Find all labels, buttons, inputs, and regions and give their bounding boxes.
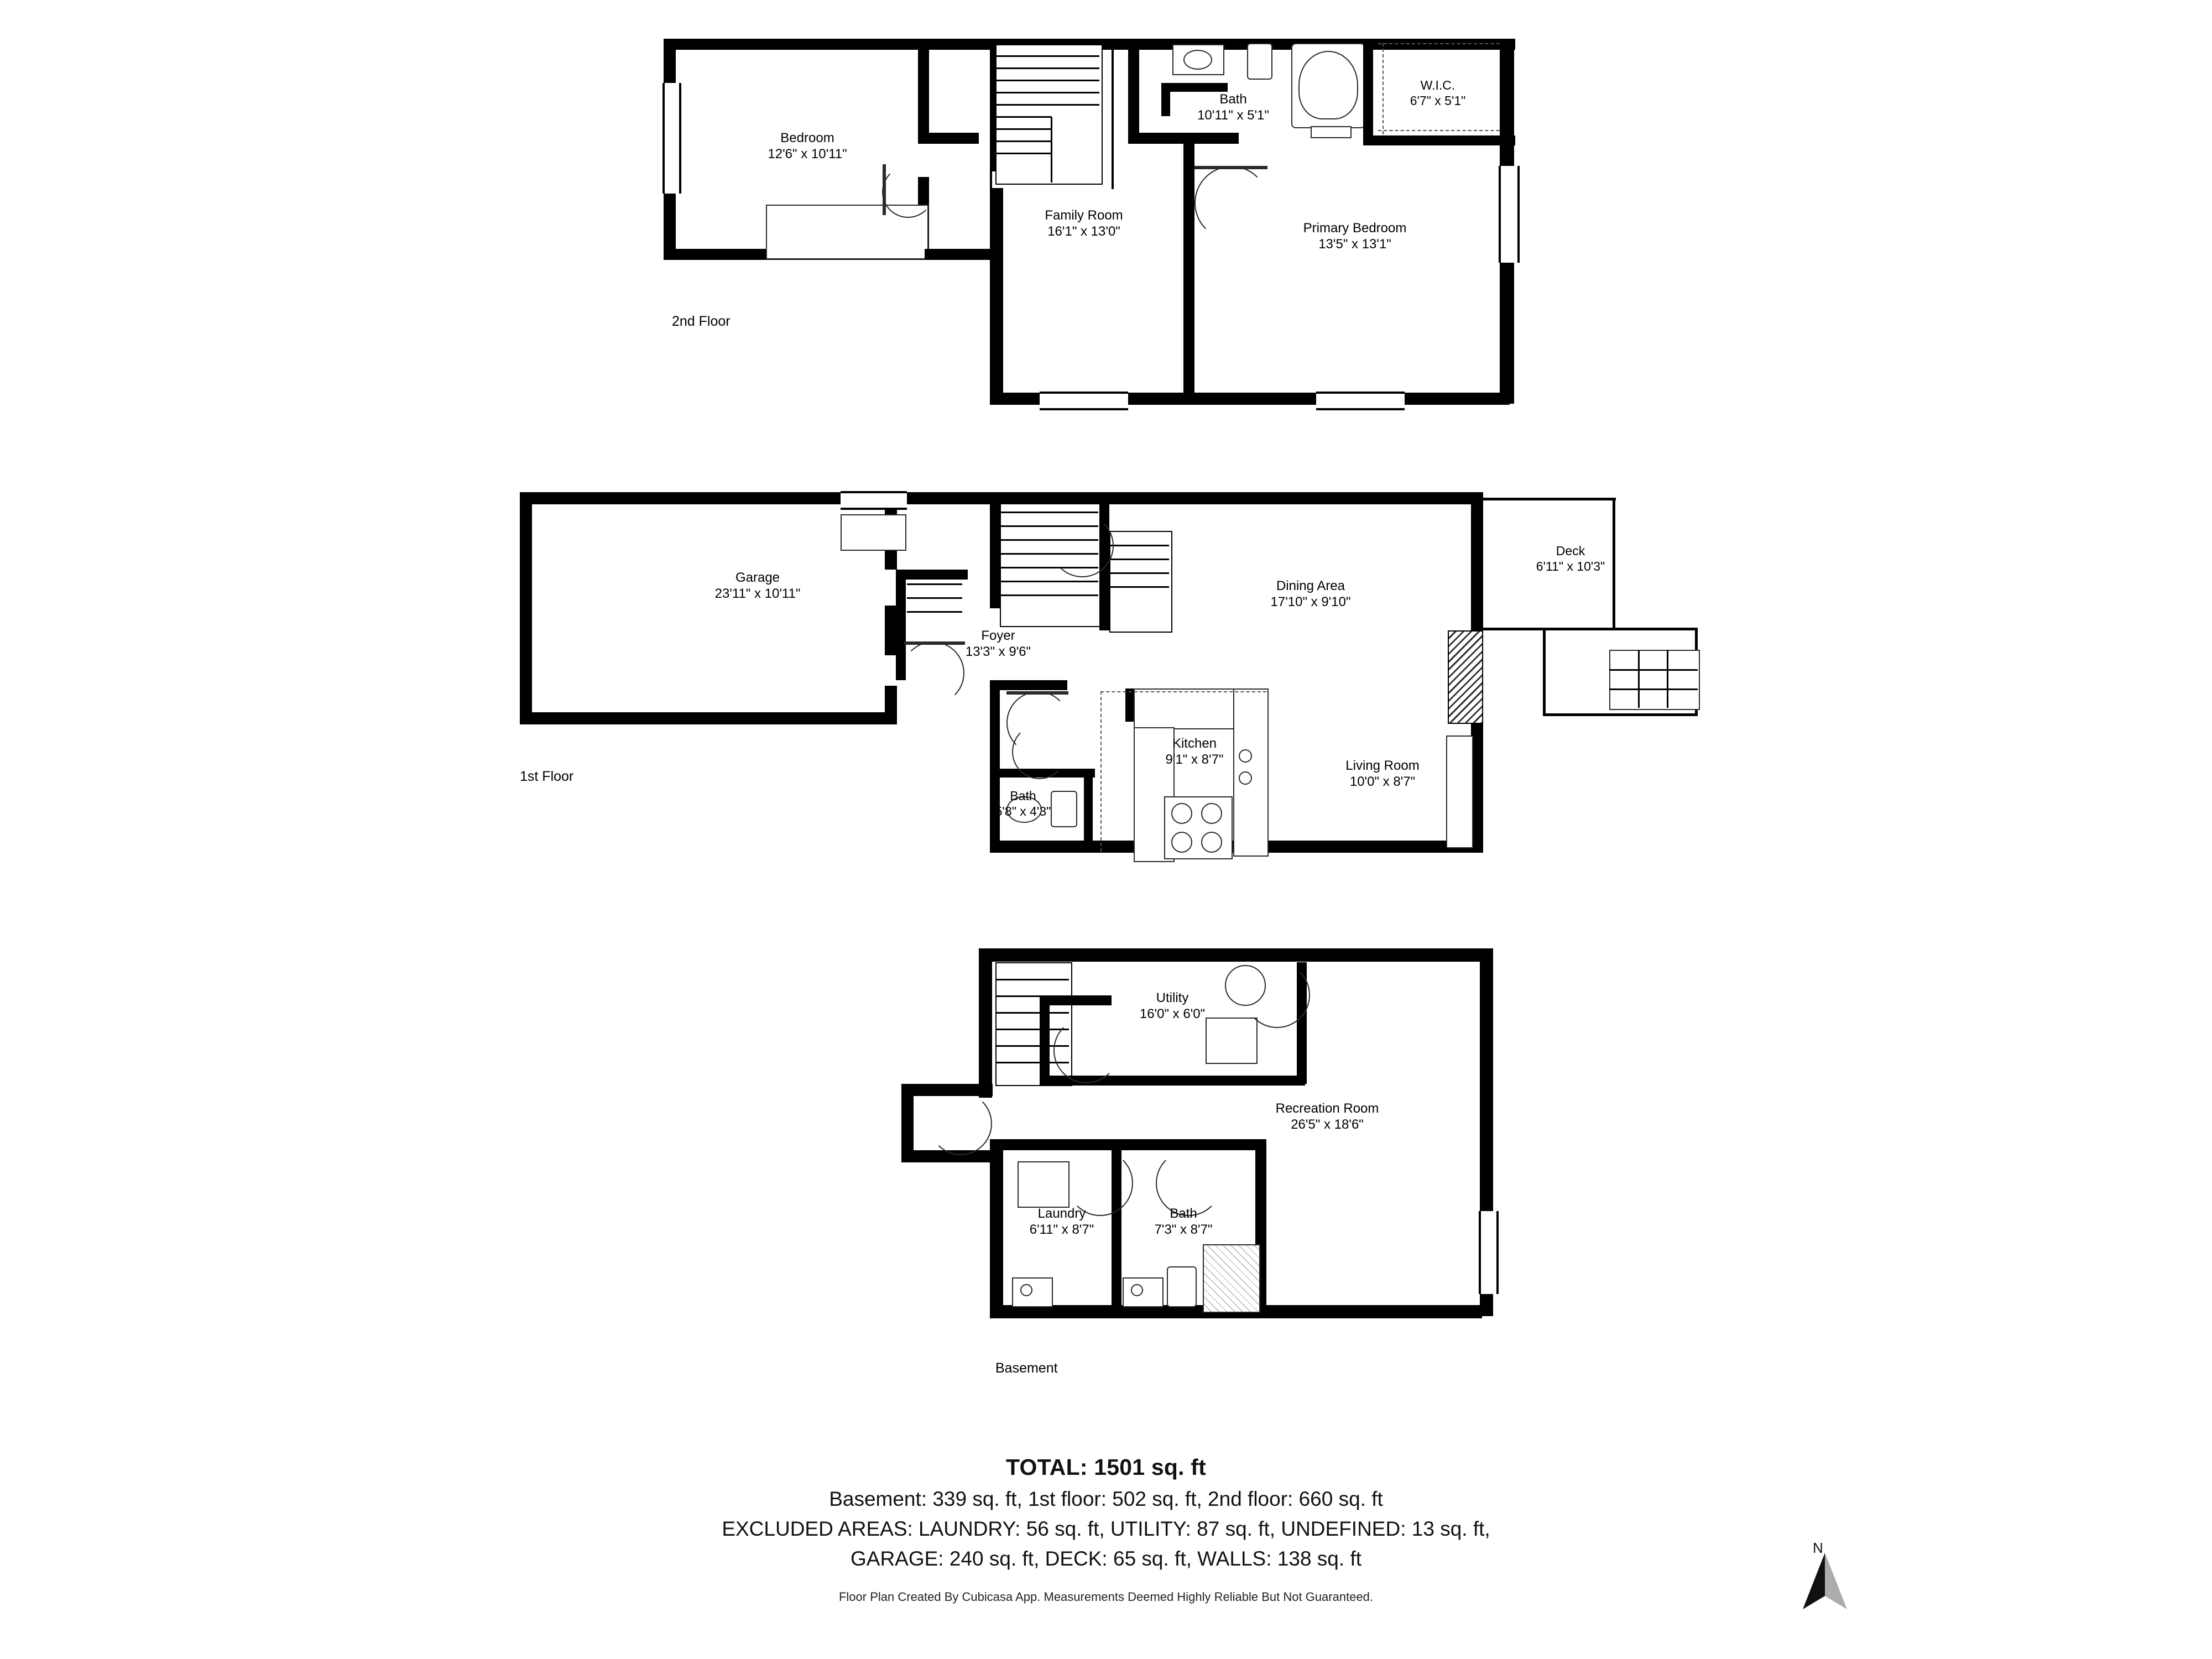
- deck-rail: [1543, 628, 1546, 716]
- stair-step: [1110, 572, 1169, 574]
- sliding-door: [1448, 630, 1483, 724]
- toilet-icon: [1167, 1266, 1197, 1307]
- burner-icon: [1201, 832, 1222, 853]
- stair-step: [1001, 581, 1098, 582]
- stair-step: [1609, 688, 1698, 690]
- stair-step: [997, 1029, 1069, 1030]
- burner-icon: [1201, 803, 1222, 824]
- garage-window-sill: [841, 514, 906, 551]
- excluded-areas-line1: EXCLUDED AREAS: LAUNDRY: 56 sq. ft, UTILITY: 87 sq. ft, UNDEFINED: 13 sq. ft,: [722, 1517, 1490, 1540]
- stair-step: [1638, 650, 1640, 708]
- wall: [520, 492, 532, 724]
- stair-edge: [1051, 117, 1052, 182]
- window: [1040, 392, 1128, 410]
- door-leaf: [1194, 166, 1267, 169]
- staircase: [995, 44, 1103, 185]
- burner-icon: [1171, 832, 1192, 853]
- stair-step: [997, 92, 1099, 93]
- deck-rail: [1615, 628, 1698, 630]
- knob-icon: [1131, 1284, 1143, 1296]
- footer-credit: Floor Plan Created By Cubicasa App. Measurements Deemed Highly Reliable But Not Guaranteed.: [838, 1590, 1374, 1604]
- burner-icon: [1171, 803, 1192, 824]
- wall: [1001, 1139, 1266, 1150]
- stair-step: [1110, 545, 1169, 546]
- wall: [901, 1084, 914, 1161]
- stair-step: [1001, 594, 1098, 596]
- room-label-garage: Garage 23'11" x 10'11": [714, 570, 801, 602]
- stair-step: [907, 597, 962, 599]
- area-breakdown: Basement: 339 sq. ft, 1st floor: 502 sq. ft, 2nd floor: 660 sq. ft: [829, 1488, 1383, 1510]
- wall: [918, 133, 979, 144]
- stair-step: [1110, 559, 1169, 560]
- stair-step: [997, 1012, 1069, 1014]
- room-label-utility: Utility 16'0" x 6'0": [1139, 990, 1206, 1022]
- wall: [990, 680, 1067, 690]
- deck-rail: [1483, 628, 1616, 630]
- wall: [1128, 133, 1239, 144]
- wall: [979, 948, 1493, 962]
- floor-label-first: 1st Floor: [520, 769, 574, 784]
- stair-step: [997, 55, 1099, 57]
- room-label-bath-1st: Bath 5'8" x 4'3": [995, 789, 1051, 819]
- room-label-family-room: Family Room 16'1" x 13'0": [1045, 208, 1123, 239]
- excluded-areas-line2: GARAGE: 240 sq. ft, DECK: 65 sq. ft, WALLS: 138 sq. ft: [850, 1547, 1362, 1570]
- wall: [520, 712, 896, 724]
- stair-step: [1001, 512, 1098, 513]
- stair-step: [997, 140, 1052, 142]
- stair-step: [997, 116, 1052, 118]
- floor-label-basement: Basement: [995, 1360, 1058, 1376]
- wall: [1500, 254, 1514, 404]
- stair-edge: [990, 40, 992, 189]
- wall: [1040, 995, 1050, 1084]
- wall: [925, 249, 1002, 260]
- room-label-deck: Deck 6'11" x 10'3": [1536, 544, 1605, 574]
- wall: [1183, 243, 1194, 404]
- window: [1316, 392, 1405, 410]
- wall: [896, 570, 968, 580]
- window: [1499, 166, 1520, 263]
- counter: [1233, 688, 1269, 857]
- room-label-bath-basement: Bath 7'3" x 8'7": [1154, 1206, 1213, 1238]
- wall: [979, 948, 992, 1098]
- wall: [990, 680, 1000, 853]
- stair-step: [997, 104, 1099, 106]
- cabinet-line: [1100, 691, 1102, 852]
- stair-step: [907, 583, 962, 585]
- stair-step: [1667, 650, 1668, 708]
- wall: [1161, 83, 1228, 92]
- wall: [979, 1084, 992, 1098]
- shower-icon: [1203, 1244, 1260, 1313]
- stair-edge: [1112, 40, 1114, 189]
- room-label-primary-bedroom: Primary Bedroom 13'5" x 13'1": [1303, 221, 1407, 252]
- stair-step: [997, 67, 1099, 69]
- door-swing: [1012, 724, 1067, 779]
- window: [841, 491, 907, 510]
- knob-icon: [1020, 1284, 1032, 1296]
- sink-icon: [1183, 50, 1212, 70]
- dryer-icon: [1123, 1277, 1164, 1307]
- stair-step: [997, 153, 1052, 154]
- room-label-kitchen: Kitchen 9'1" x 8'7": [1165, 736, 1224, 768]
- tub-apron: [1311, 126, 1352, 138]
- window: [1479, 1211, 1499, 1294]
- appliance: [1018, 1161, 1070, 1208]
- room-label-recreation-room: Recreation Room 26'5" x 18'6": [1275, 1101, 1379, 1133]
- door-swing: [1053, 1018, 1119, 1083]
- closet: [1446, 735, 1473, 848]
- deck-rail: [1483, 498, 1616, 500]
- closet-shelf: [1378, 43, 1511, 44]
- utility-equipment: [1206, 1018, 1258, 1064]
- stair-step: [997, 80, 1099, 81]
- stair-step: [997, 128, 1052, 130]
- door-swing: [882, 166, 934, 218]
- wall: [520, 492, 995, 504]
- room-label-wic: W.I.C. 6'7" x 5'1": [1410, 78, 1466, 108]
- door-leaf: [883, 164, 886, 215]
- window: [662, 83, 681, 194]
- door-swing: [1051, 514, 1114, 577]
- total-area: TOTAL: 1501 sq. ft: [1005, 1454, 1207, 1480]
- stair-step: [997, 979, 1069, 980]
- deck-rail: [1543, 713, 1698, 716]
- door-swing: [929, 1092, 992, 1155]
- door-leaf: [1006, 691, 1068, 695]
- compass-rose: [1770, 1540, 1869, 1631]
- stair-step: [1110, 586, 1169, 588]
- wall: [990, 249, 1003, 404]
- stair-step: [1609, 669, 1698, 671]
- stair-step: [907, 611, 962, 613]
- room-label-foyer: Foyer 13'3" x 9'6": [965, 628, 1031, 660]
- wall: [1125, 688, 1134, 722]
- room-label-living-room: Living Room 10'0" x 8'7": [1345, 758, 1420, 790]
- toilet-icon: [1247, 43, 1272, 80]
- wall: [918, 39, 929, 144]
- washer-icon: [1012, 1277, 1053, 1307]
- wall: [990, 492, 1000, 608]
- wall: [990, 492, 1482, 504]
- room-label-laundry: Laundry 6'11" x 8'7": [1029, 1206, 1094, 1238]
- room-label-bath: Bath 10'11" x 5'1": [1197, 92, 1269, 123]
- floor-label-second: 2nd Floor: [672, 314, 731, 329]
- wall: [1363, 135, 1515, 145]
- room-label-bedroom: Bedroom 12'6" x 10'11": [768, 131, 847, 162]
- compass-north-label: N: [1813, 1540, 1823, 1556]
- deck-stairs: [1609, 650, 1700, 710]
- closet-shelf: [1378, 130, 1511, 131]
- wall: [885, 686, 897, 724]
- cabinet-line: [1100, 691, 1266, 692]
- room-label-dining-area: Dining Area 17'10" x 9'10": [1270, 578, 1351, 610]
- sink-icon: [1239, 771, 1252, 785]
